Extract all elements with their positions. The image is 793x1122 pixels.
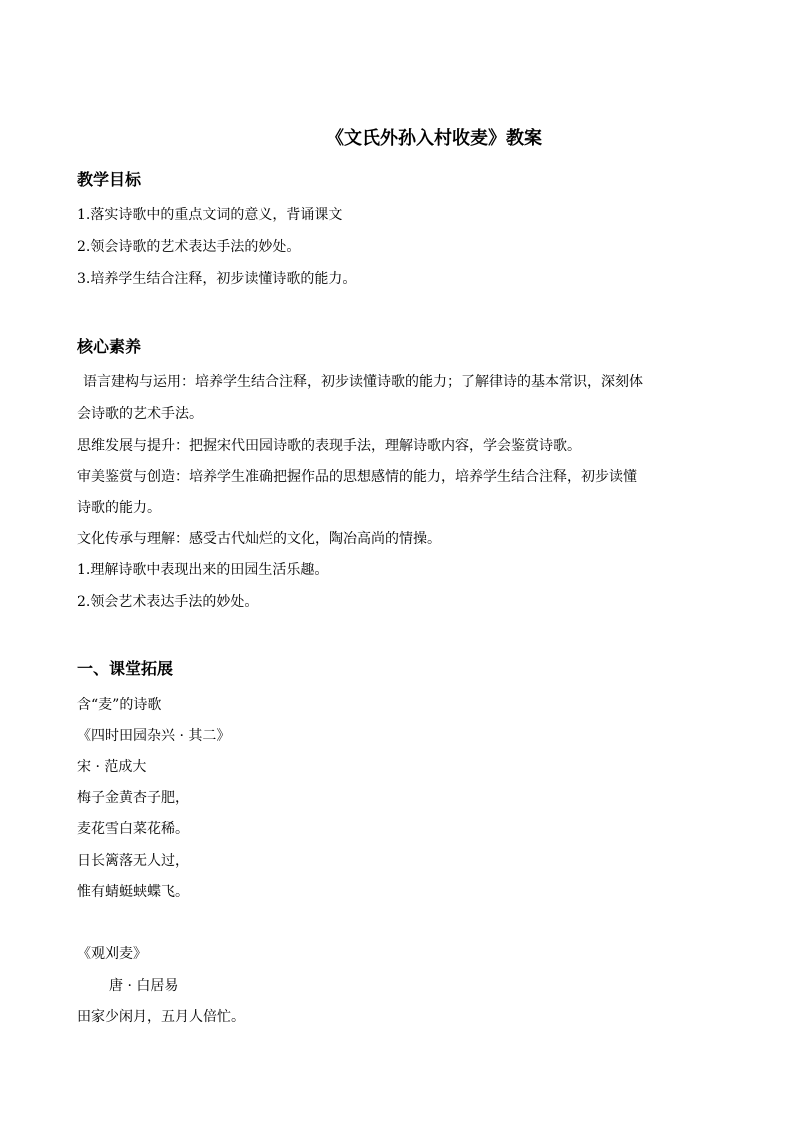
poem2-title: 《观刈麦》 [77, 946, 147, 962]
poem1-line: 麦花雪白菜花稀。 [77, 821, 189, 837]
objective-item: 3.培养学生结合注释，初步读懂诗歌的能力。 [77, 271, 357, 287]
core-line: 2.领会艺术表达手法的妙处。 [77, 594, 259, 610]
extension-heading: 一、课堂拓展 [77, 659, 174, 678]
objectives-heading: 教学目标 [77, 170, 142, 189]
objective-item: 1.落实诗歌中的重点文词的意义，背诵课文 [77, 207, 343, 223]
core-line: 文化传承与理解：感受古代灿烂的文化，陶冶高尚的情操。 [77, 531, 441, 547]
poem1-title: 《四时田园杂兴 · 其二》 [77, 728, 231, 744]
poem1-line: 惟有蜻蜓蛱蝶飞。 [77, 884, 189, 900]
poem1-author: 宋 · 范成大 [77, 759, 147, 775]
core-line: 诗歌的能力。 [77, 500, 161, 516]
poem2-line: 田家少闲月，五月人倍忙。 [77, 1009, 245, 1025]
core-heading: 核心素养 [77, 337, 142, 356]
objective-item: 2.领会诗歌的艺术表达手法的妙处。 [77, 239, 301, 255]
poem1-line: 梅子金黄杏子肥， [77, 790, 189, 806]
core-line: 语言建构与运用：培养学生结合注释，初步读懂诗歌的能力；了解律诗的基本常识，深刻体 [83, 374, 643, 390]
core-line: 会诗歌的艺术手法。 [77, 406, 203, 422]
document-title: 《文氏外孙入村收麦》教案 [326, 128, 542, 149]
extension-intro: 含“麦”的诗歌 [77, 697, 162, 713]
core-line: 1.理解诗歌中表现出来的田园生活乐趣。 [77, 562, 329, 578]
core-line: 思维发展与提升：把握宋代田园诗歌的表现手法，理解诗歌内容，学会鉴赏诗歌。 [77, 438, 581, 454]
core-line: 审美鉴赏与创造：培养学生准确把握作品的思想感情的能力，培养学生结合注释，初步读懂 [77, 469, 637, 485]
poem1-line: 日长篱落无人过， [77, 853, 189, 869]
poem2-author: 唐 · 白居易 [109, 978, 179, 994]
